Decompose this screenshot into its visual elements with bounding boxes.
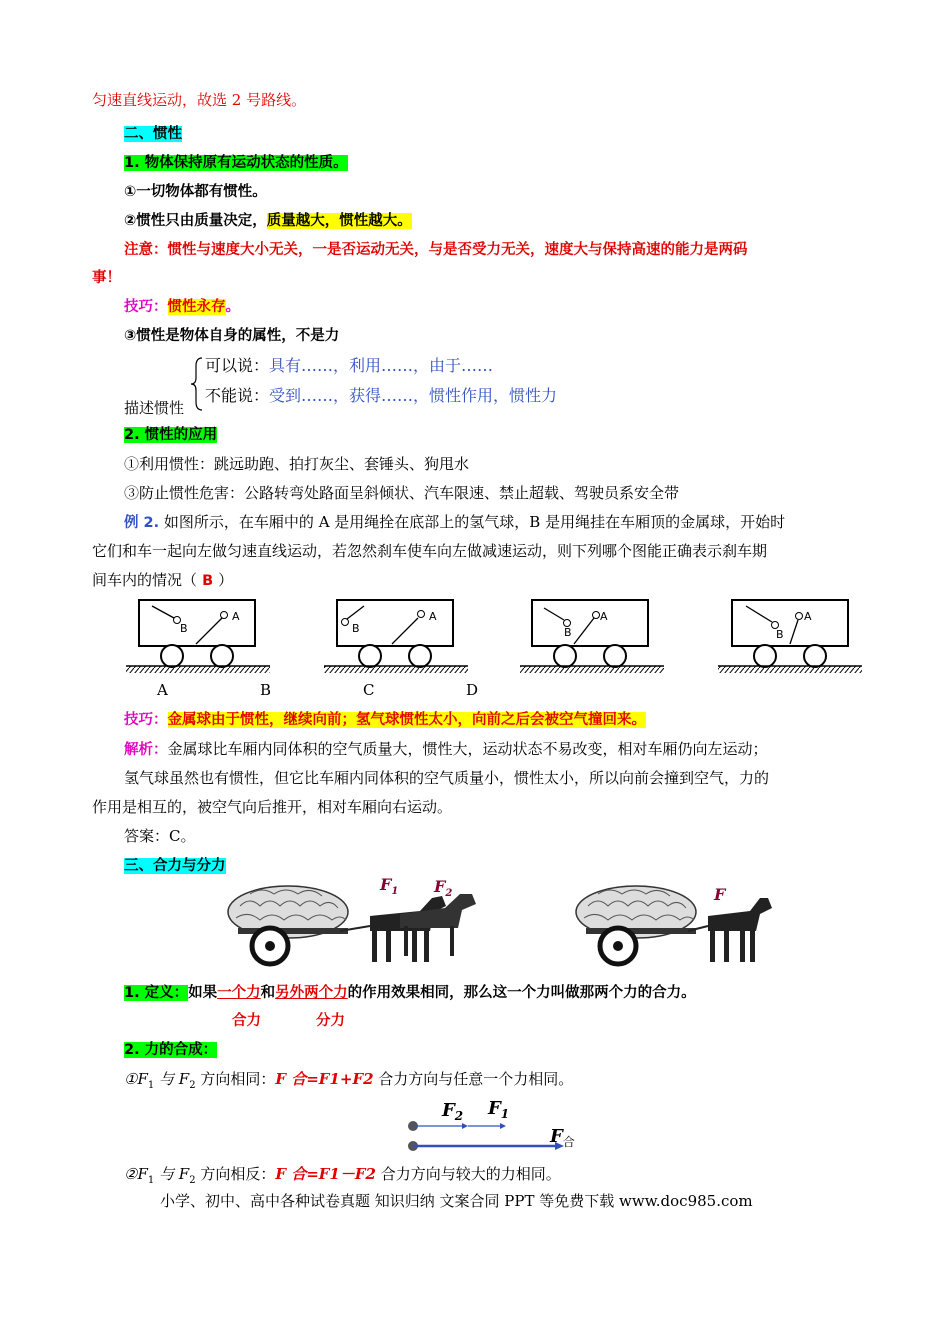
analysis-line-2: 氢气球虽然也有惯性，但它比车厢内同体积的空气质量小，惯性太小，所以向前会撞到空气，力的 (124, 769, 770, 787)
svg-text:F1: $F_1$ (380, 876, 399, 897)
force-vector-diagram (400, 1096, 590, 1160)
tip2-line: 技巧：金属球由于惯性，继续向前；氢气球惯性太小，向前之后会被空气撞回来。 (124, 712, 646, 728)
prevent-inertia: ③防止惯性危害：公路转弯处路面呈斜倾状、汽车限速、禁止超载、驾驶员系安全带 (124, 484, 680, 502)
svg-text:F1: $F_1$ (488, 1098, 510, 1121)
svg-text:A: A (429, 610, 437, 623)
attribute-line: ③惯性是物体自身的属性，不是力 (124, 328, 340, 344)
option-d-label: D (466, 681, 479, 699)
composition-heading: 2. 力的合成： (124, 1042, 218, 1058)
tip-line: 技巧：惯性永存。 (124, 299, 240, 315)
footer: 小学、初中、高中各种试卷真题 知识归纳 文案合同 PPT 等免费下载 www.doc985.com (160, 1192, 753, 1210)
inertia-definition: 1. 物体保持原有运动状态的性质。 (124, 155, 348, 171)
application-heading: 2. 惯性的应用 (124, 427, 218, 443)
svg-text:F: F (714, 885, 726, 904)
section3-heading: 三、合力与分力 (124, 858, 226, 874)
example-line-2: 它们和车一起向左做匀速直线运动，若忽然刹车使车向左做减速运动，则下列哪个图能正确表示刹车期 (92, 542, 768, 560)
two-horse-cart-image (220, 876, 485, 972)
svg-text:F合: $F_合$ (550, 1126, 575, 1149)
example-line-1: 例 2. 如图所示，在车厢中的 A 是用绳拴在底部上的氢气球，B 是用绳挂在车厢顶的金属球，开始时 (124, 513, 786, 531)
analysis-line-1: 解析：金属球比车厢内同体积的空气质量大，惯性大，运动状态不易改变，相对车厢仍向左运动； (124, 740, 768, 758)
brace-icon (190, 356, 204, 412)
option-a-label: A (157, 681, 168, 699)
note-line-2: 事！ (92, 270, 121, 286)
section2-heading: 二、惯性 (124, 126, 182, 142)
svg-text:A: A (600, 610, 608, 623)
use-inertia: ①利用惯性：跳远助跑、拍打灰尘、套锤头、狗甩水 (124, 455, 470, 473)
resultant-label: 合力 (232, 1013, 261, 1029)
component-label: 分力 (316, 1013, 345, 1029)
option-c-label: C (363, 681, 375, 699)
definition-line: 1. 定义：如果一个力和另外两个力的作用效果相同，那么这一个力叫做那两个力的合力。 (124, 985, 696, 1001)
svg-text:A: A (232, 610, 240, 623)
analysis-line-3: 作用是相互的，被空气向后推开，相对车厢向右运动。 (92, 798, 453, 816)
all-objects-inertia: ①一切物体都有惯性。 (124, 184, 267, 200)
cart-options-figure (124, 596, 864, 676)
cart-option-d (718, 600, 862, 673)
svg-text:B: B (776, 628, 784, 641)
answer-line: 答案：C。 (124, 827, 196, 845)
cart-option-b (324, 600, 468, 673)
can-say: 可以说：具有……，利用……，由于…… (205, 356, 494, 375)
cart-option-c (520, 600, 664, 673)
note-line: 注意：惯性与速度大小无关，一是否运动无关，与是否受力无关，速度大与保持高速的能力是两码 (124, 242, 748, 258)
same-direction-line: $①F_1$ 与 $F_2$ 方向相同：F 合=F1+F2 合力方向与任意一个力相同。 (124, 1070, 574, 1091)
mass-determines: ②惯性只由质量决定，质量越大，惯性越大。 (124, 213, 412, 229)
cannot-say: 不能说：受到……，获得……，惯性作用，惯性力 (205, 386, 558, 405)
svg-text:B: B (564, 626, 572, 639)
describe-label: 描述惯性 (124, 399, 185, 417)
svg-text:A: A (804, 610, 812, 623)
svg-text:F2: $F_2$ (434, 877, 453, 899)
svg-text:F2: $F_2$ (442, 1100, 464, 1123)
svg-text:B: B (352, 622, 360, 635)
cart-option-a (126, 600, 270, 673)
svg-text:B: B (180, 622, 188, 635)
option-b-label: B (260, 681, 272, 699)
intro-tail: 匀速直线运动，故选 2 号路线。 (92, 91, 307, 109)
one-horse-cart-image (568, 876, 773, 972)
opposite-direction-line: $②F_1$ 与 $F_2$ 方向相反：F 合=F1－F2 合力方向与较大的力相同。 (124, 1165, 561, 1186)
example-line-3: 间车内的情况（ B ） (92, 571, 234, 589)
